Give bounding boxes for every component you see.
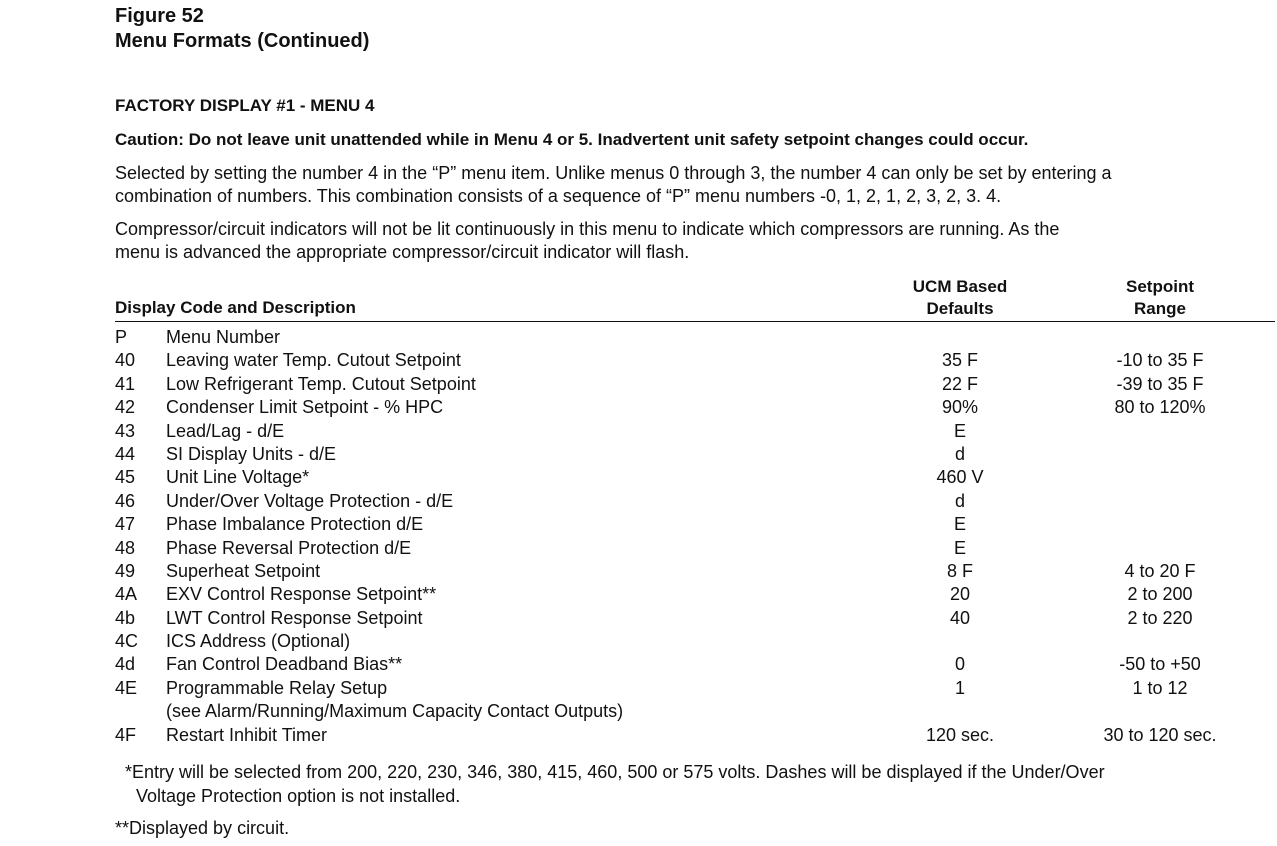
- row-default: 35 F: [941, 350, 979, 371]
- header-range: [1080, 276, 1240, 320]
- row-default: E: [953, 537, 966, 558]
- table-row: [0, 724, 1277, 747]
- table-row: [0, 396, 1277, 419]
- table-row: [0, 490, 1277, 513]
- footnote-circuit: **Displayed by circuit.: [115, 818, 290, 838]
- footnote-voltage: [125, 760, 1105, 808]
- row-description: Under/Over Voltage Protection - d/E: [166, 490, 454, 511]
- table-row: [0, 513, 1277, 536]
- header-range-line: Setpoint: [1126, 277, 1194, 296]
- table-row: [0, 349, 1277, 372]
- row-description: Unit Line Voltage*: [166, 467, 310, 488]
- row-description: Fan Control Deadband Bias**: [166, 654, 403, 675]
- row-range: 2 to 200: [1127, 584, 1193, 605]
- intro-paragraph-line: Selected by setting the number 4 in the “P” menu item. Unlike menus 0 through 3, the number 4 can only be set by entering a: [115, 163, 1112, 183]
- table-row: [0, 537, 1277, 560]
- row-description: Menu Number: [166, 327, 281, 347]
- row-code: 49: [115, 560, 136, 581]
- row-code: 4A: [115, 584, 138, 605]
- row-description: SI Display Units - d/E: [166, 443, 337, 464]
- row-range: -39 to 35 F: [1116, 373, 1204, 394]
- row-code: 4C: [115, 631, 139, 652]
- row-default: 8 F: [946, 560, 973, 581]
- table-row: [0, 443, 1277, 466]
- row-code: 41: [115, 373, 136, 394]
- row-default: 40: [949, 607, 971, 628]
- header-description: Display Code and Description: [115, 298, 356, 317]
- row-default: 460 V: [936, 467, 984, 488]
- caution-text: Caution: Do not leave unit unattended while in Menu 4 or 5. Inadvertent unit safety setpoint changes could occur.: [115, 130, 1029, 149]
- row-code: 42: [115, 397, 136, 418]
- table-row: [0, 373, 1277, 396]
- row-default: E: [953, 514, 966, 535]
- row-code: 44: [115, 443, 136, 464]
- intro-paragraph-line: combination of numbers. This combination consists of a sequence of “P” menu numbers -0, 1, 2, 1, 2, 3, 2, 3. 4.: [115, 186, 1002, 206]
- header-defaults: [880, 276, 1040, 320]
- row-description: Restart Inhibit Timer: [166, 724, 328, 745]
- row-default: 90%: [941, 397, 979, 418]
- row-default: d: [954, 443, 965, 464]
- row-code: 4b: [115, 607, 136, 628]
- table-row: [0, 677, 1277, 700]
- table-row: [0, 326, 1277, 349]
- row-description: (see Alarm/Running/Maximum Capacity Contact Outputs): [166, 701, 624, 722]
- header-rule: [115, 321, 1275, 322]
- row-code: 46: [115, 490, 136, 511]
- row-default: 22 F: [941, 373, 979, 394]
- row-range: 30 to 120 sec.: [1103, 724, 1217, 745]
- row-range: 80 to 120%: [1114, 397, 1206, 418]
- row-code: 47: [115, 514, 136, 535]
- row-default: 120 sec.: [925, 724, 995, 745]
- row-code: 45: [115, 467, 136, 488]
- row-range: 1 to 12: [1132, 677, 1188, 698]
- row-description: LWT Control Response Setpoint: [166, 607, 423, 628]
- table-row: [0, 630, 1277, 653]
- table-row: [0, 560, 1277, 583]
- figure-title: Menu Formats (Continued): [115, 30, 370, 52]
- intro-paragraph: [115, 162, 1275, 208]
- row-description: Lead/Lag - d/E: [166, 420, 285, 441]
- row-default: 20: [949, 584, 971, 605]
- table-row: [0, 607, 1277, 630]
- row-default: 1: [954, 677, 965, 698]
- row-description: Phase Imbalance Protection d/E: [166, 514, 424, 535]
- row-description: ICS Address (Optional): [166, 631, 351, 652]
- indicator-paragraph: [115, 218, 1275, 264]
- row-description: Phase Reversal Protection d/E: [166, 537, 412, 558]
- section-heading: FACTORY DISPLAY #1 - MENU 4: [115, 96, 375, 115]
- row-description: EXV Control Response Setpoint**: [166, 584, 437, 605]
- row-default: E: [953, 420, 966, 441]
- table-row: [0, 466, 1277, 489]
- row-description: Programmable Relay Setup: [166, 677, 388, 698]
- table-row: [0, 653, 1277, 676]
- row-description: Leaving water Temp. Cutout Setpoint: [166, 350, 461, 371]
- header-defaults-line: Defaults: [926, 299, 994, 318]
- row-code: 40: [115, 350, 136, 371]
- row-description: Superheat Setpoint: [166, 560, 321, 581]
- row-range: -10 to 35 F: [1116, 350, 1204, 371]
- row-range: 4 to 20 F: [1124, 560, 1196, 581]
- row-code: P: [115, 327, 128, 347]
- indicator-paragraph-line: menu is advanced the appropriate compressor/circuit indicator will flash.: [115, 242, 690, 262]
- header-defaults-line: UCM Based: [912, 277, 1008, 296]
- row-description: Condenser Limit Setpoint - % HPC: [166, 397, 444, 418]
- row-default: 0: [954, 654, 965, 675]
- row-range: 2 to 220: [1127, 607, 1193, 628]
- footnote-voltage-line: Voltage Protection option is not installed.: [136, 786, 461, 806]
- indicator-paragraph-line: Compressor/circuit indicators will not be lit continuously in this menu to indicate which compressors are running. As the: [115, 219, 1060, 239]
- row-code: 4E: [115, 677, 138, 698]
- menu-table: [0, 326, 1277, 747]
- row-code: 4d: [115, 654, 136, 675]
- row-description: Low Refrigerant Temp. Cutout Setpoint: [166, 373, 476, 394]
- row-code: 43: [115, 420, 136, 441]
- row-default: d: [954, 490, 965, 511]
- footnote-voltage-line: *Entry will be selected from 200, 220, 230, 346, 380, 415, 460, 500 or 575 volts. Dashes will be displayed if the Under/Over: [125, 762, 1105, 782]
- row-code: 48: [115, 537, 136, 558]
- header-range-line: Range: [1134, 299, 1186, 318]
- figure-number: Figure 52: [115, 5, 204, 27]
- row-code: 4F: [115, 724, 137, 745]
- table-row: [0, 700, 1277, 723]
- row-range: -50 to +50: [1119, 654, 1201, 675]
- table-row: [0, 583, 1277, 606]
- table-row: [0, 420, 1277, 443]
